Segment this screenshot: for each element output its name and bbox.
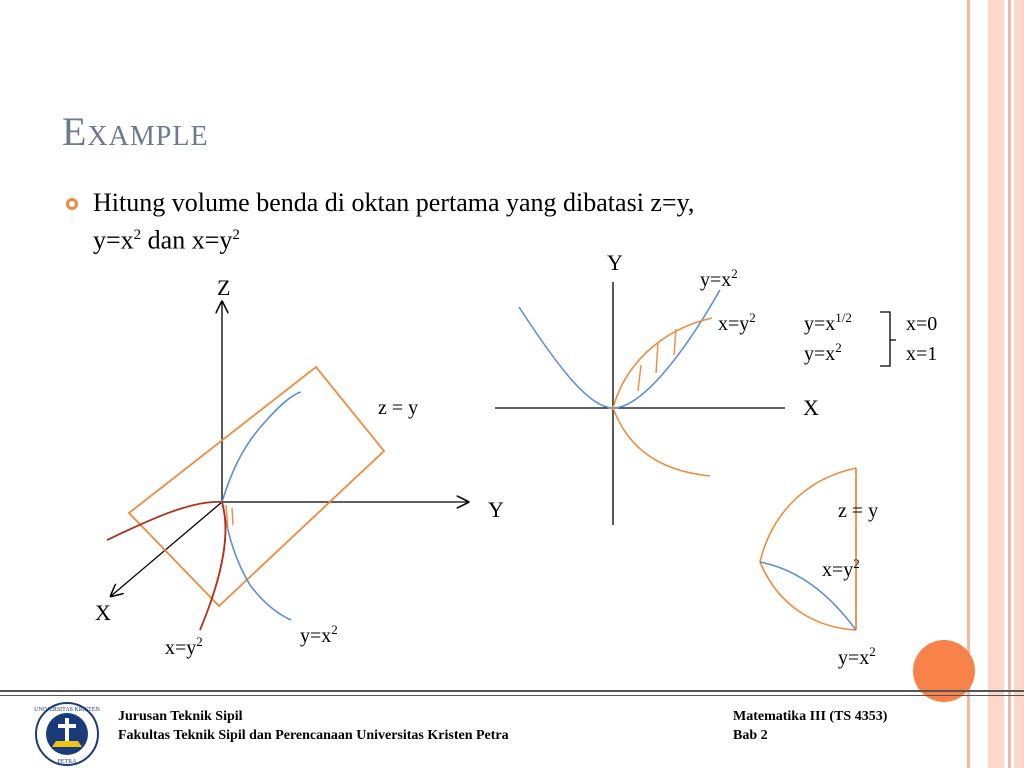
footer-dept: Jurusan Teknik Sipil <box>118 709 243 724</box>
decorative-circle <box>913 640 975 702</box>
label-x-2d: X <box>803 395 819 420</box>
bullet-sup-1: 2 <box>133 227 142 243</box>
bullet-sup-2: 2 <box>232 227 240 243</box>
label-z: Z <box>217 275 231 300</box>
footer-left <box>118 707 509 745</box>
label-top-curve: $y=x^2$ <box>700 266 738 291</box>
limit-y1: $y=x^{1/2}$ <box>804 310 852 335</box>
footer-right <box>733 707 887 745</box>
logo-text-top: UNIVERSITAS KRISTEN <box>34 707 100 713</box>
footer-chapter: Bab 2 <box>733 728 768 743</box>
plane-zy <box>129 367 384 606</box>
footer-faculty: Fakultas Teknik Sipil dan Perencanaan Universitas Kristen Petra <box>118 728 509 743</box>
logo-text-bottom: PETRA <box>57 759 77 765</box>
label-small-curve-a: $x=y^2$ <box>822 556 860 581</box>
limit-y2: $y=x^2$ <box>804 340 842 365</box>
label-curve-a: $x=y^2$ <box>165 634 203 659</box>
label-x: X <box>95 600 111 625</box>
label-y: Y <box>488 497 504 522</box>
parabola-x-y2 <box>613 318 712 476</box>
hatch-2 <box>232 508 233 525</box>
bullet-line-2b: dan x=y <box>141 225 233 255</box>
hatch-2d-1 <box>638 365 641 391</box>
bullet-line-1: Hitung volume benda di oktan pertama yang dibatasi z=y, <box>93 188 695 217</box>
brace <box>880 312 896 366</box>
label-small-curve-b: $y=x^2$ <box>838 644 876 669</box>
footer-divider-thin <box>0 695 1024 696</box>
label-side-curve: $x=y^2$ <box>718 310 756 335</box>
footer-divider <box>0 690 1024 692</box>
limit-x1: x=0 <box>906 313 938 335</box>
diagram-2d <box>495 250 937 525</box>
diagram-small <box>760 468 878 669</box>
slide-title: Example <box>62 109 209 154</box>
x-axis <box>111 502 222 596</box>
label-small-plane: z = y <box>838 500 879 522</box>
hatch-2d-2 <box>656 343 658 373</box>
label-y-2d: Y <box>607 250 623 275</box>
limit-x2: x=1 <box>906 343 938 365</box>
label-plane: z = y <box>378 397 419 419</box>
footer-course: Matematika III (TS 4353) <box>733 709 888 724</box>
university-logo <box>34 701 100 767</box>
label-curve-b: $y=x^2$ <box>300 622 338 647</box>
diagram-3d <box>95 275 504 659</box>
curve-red <box>107 502 226 630</box>
bullet-line-2a: y=x <box>93 225 134 255</box>
